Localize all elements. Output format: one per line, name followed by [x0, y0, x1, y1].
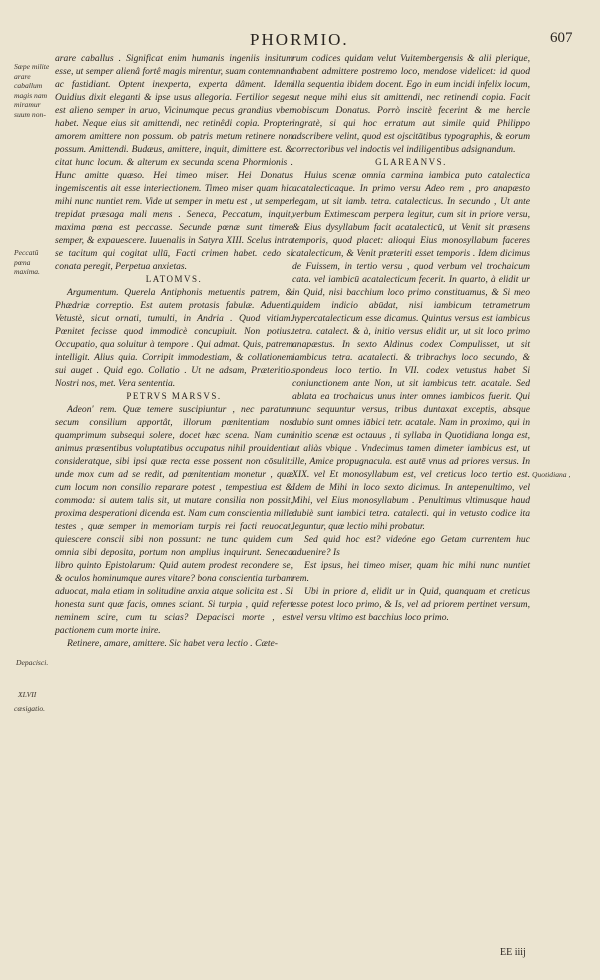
left-column	[55, 52, 293, 650]
commentator-heading: LATOMVS.	[145, 274, 203, 284]
margin-note: XLVII	[18, 690, 37, 699]
verse-line: Est ipsus, hei timeo miser, quam hic mihi nunc nuntiet rem.	[292, 560, 530, 584]
commentary-paragraph: Ubi in priore d, elidit ur in Quid, quanquam et creticus esse potest loco primo, & Is, vel ad priorem pertinet versum, vel versu vltimo est bacchius loco primo.	[292, 586, 530, 623]
commentator-heading: GLAREANVS.	[375, 157, 447, 167]
catchword: EE iiij	[500, 947, 526, 958]
commentary-paragraph: rum codices quidam velut Vuitembergensis & alii plerique, habent admittere postremo loco, mendose videlicet: id quod illa sequentia ibidem docent. Ego in eum incidi infelix locum, ut neque mihi eius sit amittendi, nec retinendi copia. Facit nobiscum Donatus. Porrò inscitè fecerint & me hercle ingratè, si qui hoc erratum aut simile quid Philippo adscribere velint, quod est ojscitātibus typographis, & eorum correctoribus vel indoctis vel indiligentibus adsignandum.	[292, 53, 530, 155]
page-header-title: PHORMIO.	[250, 30, 349, 49]
verse-line: Sed quid hoc est? videóne ego Getam currentem huc aduenire? Is	[292, 534, 530, 558]
commentary-paragraph: Argumentum. Querela Antiphonis metuentis patrem, & Phædriæ correptio. Est autem protasis fabulæ. Aduenti. Vetustè, sicut ornati, tumulti, in Andria . Quod vitiam. Pœnitet fecisse quod immodicè concupiuit. Non potius. Occupatio, qua soluitur à tempore . Qui admat. Quis, patrem intelligit. Alius quia. Corripit immodestiam, & collationem sui auget . Quid ego. Collatio . Ut ne adsam, Præteritio. Nostri nos, met. Vera sententia.	[55, 287, 293, 389]
margin-note: Depacisci.	[16, 658, 49, 667]
margin-note: Sæpe milite arare caballum magis nam miramur suum non-	[14, 62, 50, 119]
page-number: 607	[550, 30, 573, 46]
margin-note: cæsigatio.	[14, 704, 46, 713]
commentary-paragraph: Retinere, amare, amittere. Sic habet vera lectio . Cæte-	[67, 638, 279, 649]
margin-note: Peccatū pœna maxima.	[14, 248, 40, 276]
margin-note: Quotidiana ,	[532, 470, 571, 479]
commentary-paragraph: Huius scenæ omnia carmina iambica puto catalectica acatalecticaque. In primo versu Adeo rem , pro anapæsto legam, ut sit iamb. tetra. catalecticus. In secundo , Ut ante verbum Extimescam perpera legitur, cum sit in priore versu, & Eius dysyllabum facit acatalecticū, ut Venit sit præsens temporis, quod placet: alioqui Eius monosyllabum faceres catalecticum, & Venit præteriti esset temporis . Idem dicimus de Fuissem, in tertio versu , quod verbum vel trochaicum cata. vel iambicū acatalecticum fecerit. In quarto, à elidit ur in Quid, nisi bacchium loco primo constituamus, & Si meo quidem indicio abūdat, nisi iambicum tetrametrum hypercatalecticum esse dicamus. Quintus versus est iambicus tetra. catalect. & à, initio versus elidit ur, ut sit loco primo anapæstus. In sexto Aldinus codex Compulisset, ut sit iambicus tetra. acatalecti. & tribrachys loco secundo, & spondeus loco tertio. In VII. codex vetustus habet Si coniunctionem ante Non, ut sit iambicus tetr. acatale. Sed ablata ea trochaicus unus inter omnes iambicos fuerit. Qui nunc sequuntur versus, tribus duntaxat exceptis, absque dubio sunt omnes iābici tetr. acatale. Nam in proximo, qui in initio scenæ est octauus , ti syllaba in Quotidiana longa est, ut aliàs vbique . Vndecimus tamen dimeter iambicus est, ut ille, Amice propugnacula. est autē vnus ad priores versus. In XIX. vel Et monosyllabum est, vel creticus loco tertio est. Idem de Mihi in loco sexto dicimus. In antepenultimo, vel Mihi, vel Eius monosyllabum . Penultimus vltimusque haud dubiè sunt iambici tetra. catalecti. qui in vetusto codice ita leguntur, quæ lectio mihi probatur.	[292, 170, 530, 532]
commentary-paragraph: arare caballus . Significat enim humanis ingeniis insitum esse, ut semper alienâ fortê magis mirentur, suam contemnant ac fastidiant. Optent inexperta, experta dâment. Idem Ouidius dixit eleganti & ipse usus allegoria. Fertilior seges est alieno semper in aruo, Vicinumque pecus grandius vber habet. Neque eius sit amittendi, nec retinêdi copia. Propter amorem amittere non possum. ob patris metum retinere non possum. Amittendi. Budæus, amittere, inquit, dimittere est. & citat hunc locum. & alterum ex secunda scena Phormionis . Hunc amitte quæso. Hei timeo miser. Hei Donatus ingemiscentis ait esse interiectionem. Timeo miser quam hic mihi nunc nuntiet rem. Vide ut semper in metu est , ut semper trepidat præsaga mali mens . Seneca, Peccatum, inquit, maxima pœna est peccasse. Secunde pœnæ sunt timere semper, & expauescere. Iuuenalis in Satyra XIII. Scelus intra se tacitum qui cogitat ullū, Facti crimen habet. cedo si conata peregit, Perpetua anxietas.	[55, 53, 293, 272]
right-column	[292, 52, 530, 624]
commentary-paragraph: Adeon' rem. Quæ temere suscipiuntur , nec paratum secum consilium apportât, illorum pœnitentiam nos quamprimum subsequi solere, docet hæc scena. Nam cum animus præsentibus voluptatibus occupatus nihil prouidentia consideratque, sibi ipsi quæ recta esse possent non cōsulit: unde mox cum ad se redit, ad pœnitentiam monetur , quæ cum locum non consilio reparare potest , tempestiua est & commoda: si autem talis sit, ut mutare consilia non possit, proxima desperationi dicenda est. Nam cum conscientia mille testes , quæ semper in memoriam turpis rei facti reuocat, quiescere conscii sibi non possunt: ne tunc quidem cum omnia sibi deposita, portum non amplius inquirunt. Seneca libro quinto Epistolarum: Quid autem prodest recondere se, & oculos hominumque aures vitare? bona conscientia turbam aduocat, mala etiam in solitudine anxia atque solicita est . Si honesta sunt quæ facis, omnes sciant. Si turpia , quid refert neminem scire, cum tu scias? Depacisci morte , est pactionem cum morte inire.	[55, 404, 293, 636]
commentator-heading: PETRVS MARSVS.	[126, 391, 222, 401]
